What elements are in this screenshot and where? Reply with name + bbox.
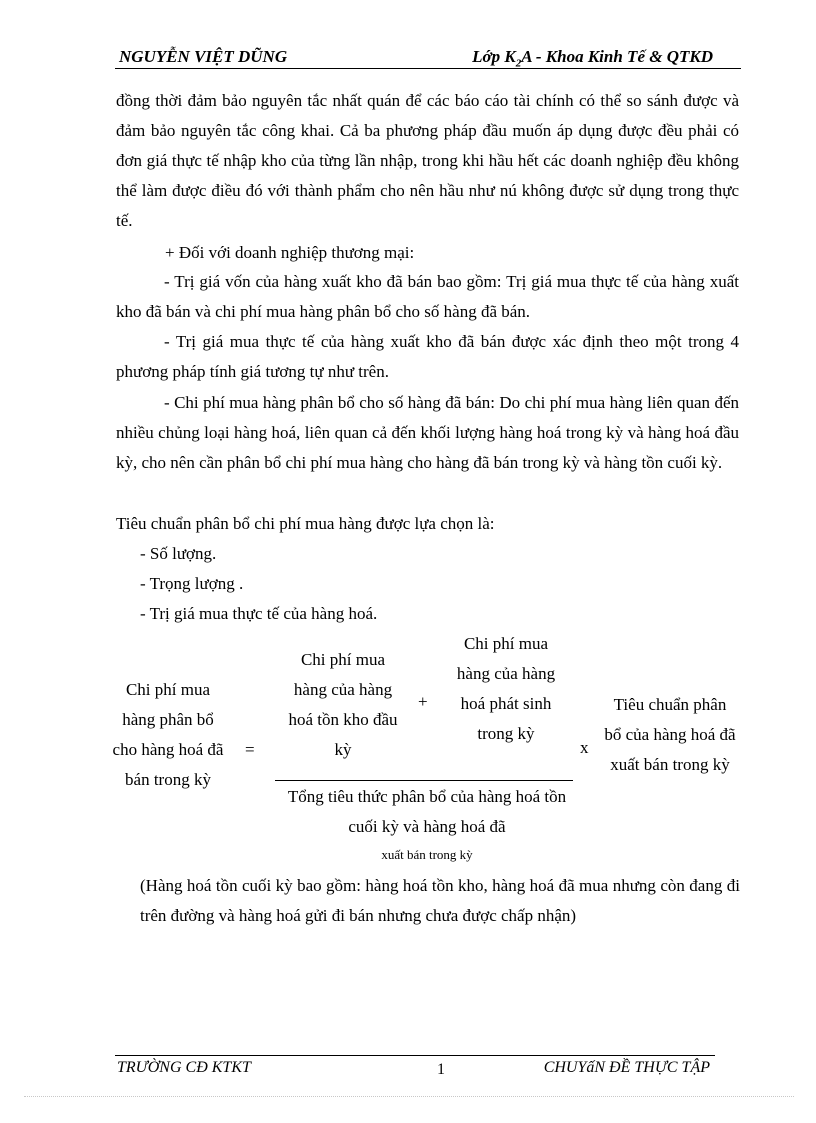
- page-number: 1: [437, 1061, 445, 1078]
- note-paragraph: (Hàng hoá tồn cuối kỳ bao gồm: hàng hoá tồn kho, hàng hoá đã mua nhưng còn đang đi trên đường và hàng hoá gửi đi bán nhưng chưa được chấp nhận): [140, 876, 740, 925]
- paragraph-allocation: - Chi phí mua hàng phân bổ cho số hàng đã bán: Do chi phí mua hàng liên quan đến nhiều chủng loại hàng hoá, liên quan cả đến khối lượng hàng hoá trong kỳ và hàng hoá đầu kỳ, cho nên cần phân bổ chi phí mua hàng cho hàng đã bán trong kỳ và hàng tồn cuối kỳ.: [116, 393, 739, 472]
- school-name: TRƯỜNG CĐ KTKT: [117, 1059, 251, 1076]
- criteria-item: - Trị giá mua thực tế của hàng hoá.: [140, 604, 378, 623]
- formula-numerator-1: Chi phí mua hàng của hàng hoá tồn kho đầu kỳ: [288, 650, 398, 759]
- criteria-item: - Số lượng.: [140, 544, 217, 563]
- paragraph-commerce: + Đối với doanh nghiệp thương mại:: [165, 243, 415, 262]
- equals-sign: =: [245, 740, 255, 759]
- plus-sign: +: [418, 692, 428, 711]
- paragraph-purchase-value: - Trị giá mua thực tế của hàng xuất kho đã bán được xác định theo một trong 4 phương pháp tính giá tương tự như trên.: [116, 332, 739, 381]
- formula-rhs: Tiêu chuẩn phân bổ của hàng hoá đã xuất bán trong kỳ: [604, 695, 736, 774]
- paragraph-cost-of-goods: - Trị giá vốn của hàng xuất kho đã bán bao gồm: Trị giá mua thực tế của hàng xuất kho đã bán và chi phí mua hàng phân bổ cho số hàng đã bán.: [116, 272, 739, 321]
- formula-denominator: Tổng tiêu thức phân bổ của hàng hoá tồn cuối kỳ và hàng hoá đã: [287, 787, 567, 836]
- multiply-sign: x: [580, 738, 589, 757]
- class-info: Lớp $K_2A$ - Khoa Kinh Tế & QTKD: [472, 47, 713, 70]
- page-header: [115, 46, 741, 69]
- formula-numerator-2: Chi phí mua hàng của hàng hoá phát sinh trong kỳ: [456, 634, 556, 743]
- formula-denominator-small: xuất bán trong kỳ: [381, 847, 473, 862]
- page-footer: [115, 1055, 715, 1078]
- page-edge-divider: [24, 1096, 794, 1097]
- fraction-bar: [275, 780, 573, 781]
- criteria-item: - Trọng lượng .: [140, 574, 244, 593]
- paragraph-1: đồng thời đảm bảo nguyên tắc nhất quán để các báo cáo tài chính có thể so sánh được và đảm bảo nguyên tắc công khai. Cả ba phương pháp đầu muốn áp dụng được đều phải có đơn giá thực tế nhập kho của từng lần nhập, trong khi hầu hết các doanh nghiệp đều không thể làm được điều đó với thành phẩm cho nên hầu như nú không được sử dụng trong thực tế.: [116, 91, 739, 230]
- criteria-title: Tiêu chuẩn phân bổ chi phí mua hàng được lựa chọn là:: [116, 514, 495, 533]
- report-topic: CHUYấN ĐỀ THỰC TẬP: [543, 1059, 710, 1076]
- author-name: NGUYỄN VIỆT DŨNG: [119, 47, 288, 66]
- formula-lhs: Chi phí mua hàng phân bổ cho hàng hoá đã bán trong kỳ: [112, 680, 224, 789]
